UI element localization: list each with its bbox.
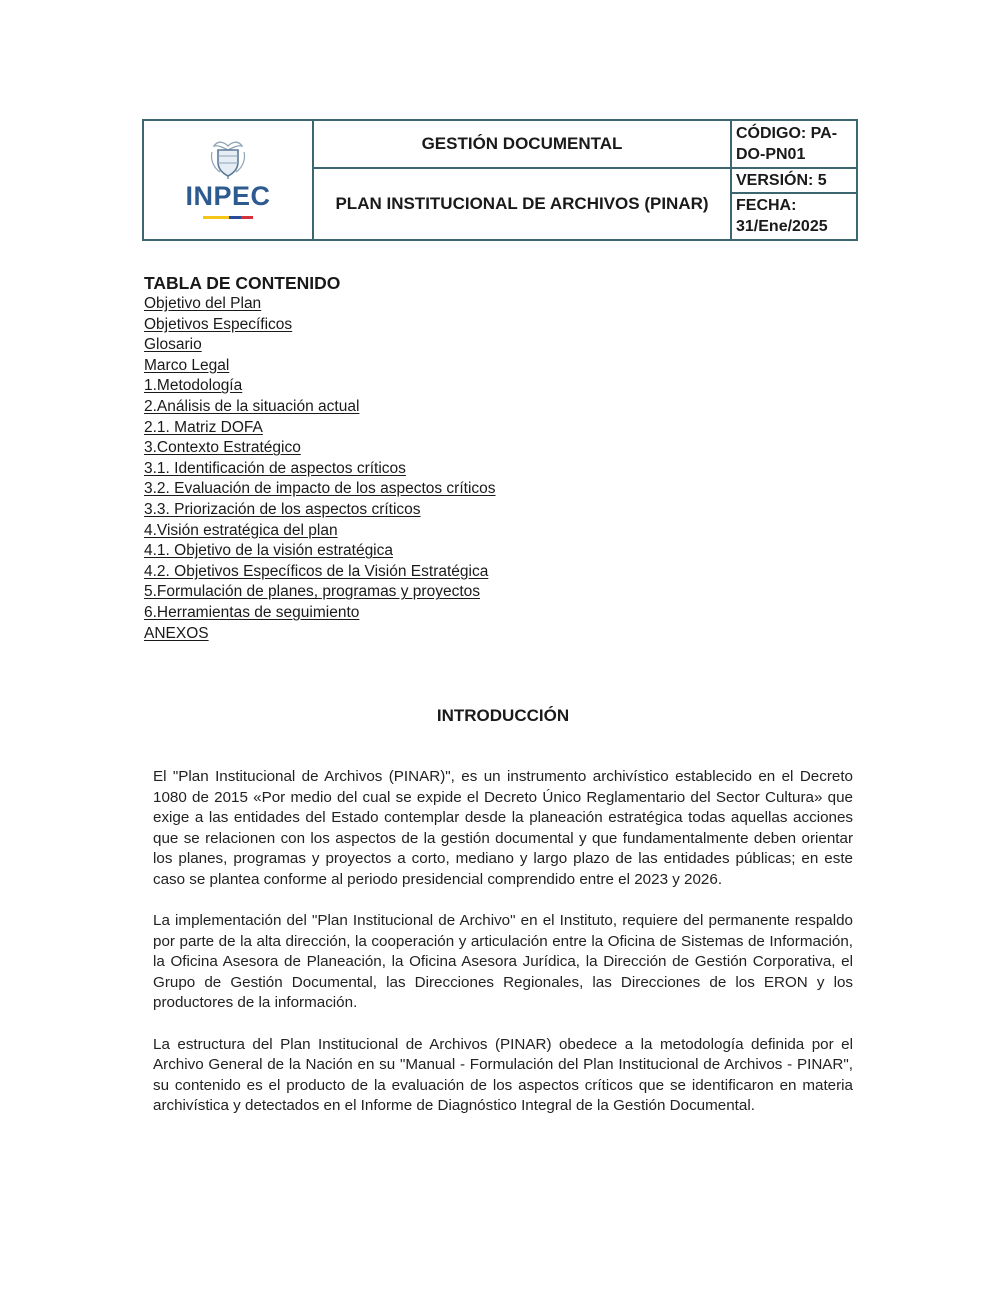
colombia-flag-bar [203,216,253,219]
table-of-contents [144,272,496,644]
toc-title: TABLA DE CONTENIDO [144,273,341,293]
toc-link[interactable]: 1.Metodología [144,377,243,395]
toc-link[interactable]: 6.Herramientas de seguimiento [144,603,360,621]
paragraph: El "Plan Institucional de Archivos (PINAR)", es un instrumento archivístico establecido en el Decreto 1080 de 2015 «Por medio del cual se expide el Decreto Único Reglamentario del Sector Cultura» que exige a las entidades del Estado contemplar desde la planeación estratégica todas aquellas acciones que se relacionen con los aspectos de la gestión documental y que fundamentalmente deben orientar los planes, programas y proyectos a corto, mediano y largo plazo de las entidades públicas; en este caso se plantea conforme al periodo presidencial comprendido entre el 2023 y 2026. [153,768,853,888]
paragraph: La estructura del Plan Institucional de Archivos (PINAR) obedece a la metodología definida por el Archivo General de la Nación en su "Manual - Formulación del Plan Institucional de Archivos - PINAR", su contenido es el producto de la evaluación de los aspectos críticos que se identificaron en materia archivística y detectados en el Informe de Diagnóstico Integral de la Gestión Documental. [153,1035,853,1115]
logo-cell [144,121,314,239]
toc-link[interactable]: 5.Formulación de planes, programas y proyectos [144,583,480,601]
toc-link[interactable]: 4.2. Objetivos Específicos de la Visión Estratégica [144,562,489,580]
flag-yellow-stripe [203,216,229,219]
toc-link[interactable]: 2.Análisis de la situación actual [144,397,360,415]
toc-link[interactable]: Glosario [144,336,202,354]
toc-link[interactable]: 3.Contexto Estratégico [144,439,301,457]
toc-link[interactable]: 3.1. Identificación de aspectos críticos [144,459,406,477]
toc-link[interactable]: 2.1. Matriz DOFA [144,418,263,436]
toc-list [144,294,496,644]
toc-link[interactable]: Marco Legal [144,356,230,374]
document-date: FECHA: 31/Ene/2025 [736,197,828,235]
toc-link[interactable]: 3.3. Priorización de los aspectos críticos [144,500,421,518]
document-code: CÓDIGO: PA-DO-PN01 [732,121,856,169]
toc-link[interactable]: Objetivo del Plan [144,295,262,312]
toc-link[interactable]: 4.Visión estratégica del plan [144,521,338,539]
document-version: VERSIÓN: 5 [732,169,856,194]
toc-link[interactable]: ANEXOS [144,624,209,642]
flag-red-stripe [241,216,253,219]
document-title: PLAN INSTITUCIONAL DE ARCHIVOS (PINAR) [314,169,732,239]
colombia-coat-of-arms-icon [206,138,250,180]
section-title: GESTIÓN DOCUMENTAL [314,121,732,169]
introduction-heading: INTRODUCCIÓN [436,706,570,725]
inpec-logo-text: INPEC [185,180,271,211]
flag-blue-stripe [229,216,241,219]
introduction-body [153,767,853,1137]
toc-link[interactable]: 4.1. Objetivo de la visión estratégica [144,542,393,560]
toc-link[interactable]: 3.2. Evaluación de impacto de los aspectos críticos [144,480,496,498]
toc-link[interactable]: Objetivos Específicos [144,315,293,333]
paragraph: La implementación del "Plan Institucional de Archivo" en el Instituto, requiere del permanente respaldo por parte de la alta dirección, la cooperación y articulación entre la Oficina de Sistemas de Información, la Oficina Asesora de Planeación, la Oficina Asesora Jurídica, la Dirección de Gestión Corporativa, el Grupo de Gestión Documental, las Direcciones Regionales, las Direcciones de los ERON y los productores de la información. [153,912,853,1012]
document-header-table [142,119,858,241]
